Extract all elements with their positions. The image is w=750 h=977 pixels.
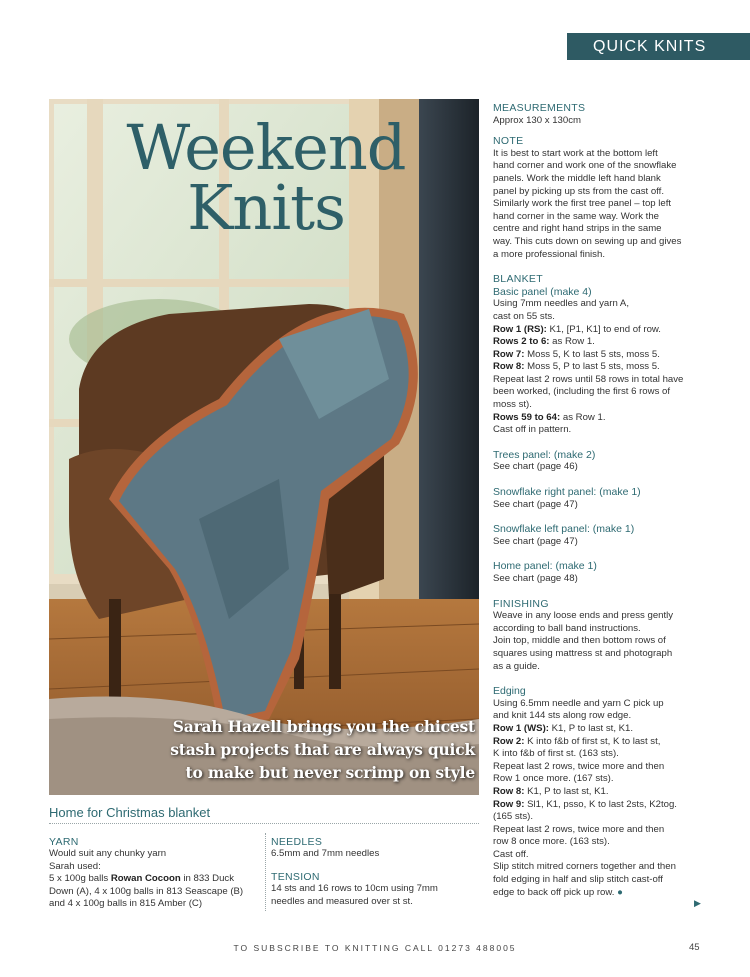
yarn-heading: YARN — [49, 836, 79, 848]
trees-heading: Trees panel: (make 2) — [493, 448, 596, 461]
yarn-brand: Rowan Cocoon — [110, 873, 181, 885]
row-label: Rows 59 to 64: — [493, 411, 561, 423]
trees-text: See chart (page 46) — [493, 461, 578, 473]
blanket-row — [493, 336, 738, 349]
tension-heading: TENSION — [271, 870, 320, 883]
needles-heading: NEEDLES — [271, 836, 323, 848]
edging-line: Repeat last 2 rows, twice more and then — [493, 823, 665, 835]
blanket-row — [493, 324, 738, 337]
note-line: a more professional finish. — [493, 248, 605, 260]
row-text: K1, P to last st, K1. — [548, 722, 634, 734]
blanket-line: Repeat last 2 rows until 58 rows in total have — [493, 373, 684, 385]
yarn-section — [49, 836, 261, 910]
row-text: Moss 5, P to last 5 sts, moss 5. — [524, 361, 660, 373]
snowflake-right-heading: Snowflake right panel: (make 1) — [493, 486, 641, 499]
edging-row — [493, 736, 738, 749]
edging-text: edge to back off pick up row. — [493, 886, 615, 898]
edging-line: row 8 once more. (163 sts). — [493, 836, 610, 848]
feature-photo — [49, 99, 479, 795]
blanket-line: been worked, (including the first 6 rows of — [493, 386, 671, 398]
tagline-line2: stash projects that are always quick — [170, 740, 475, 759]
edging-line: (165 sts). — [493, 811, 533, 823]
section-banner: QUICK KNITS — [567, 33, 750, 60]
row-text: Sl1, K1, psso, K to last 2sts, K2tog. — [524, 798, 677, 810]
yarn-line — [49, 873, 261, 885]
note-line: panels. Work the middle left hand blank — [493, 172, 661, 184]
subscribe-footer: TO SUBSCRIBE TO KNITTING CALL 01273 488005 — [233, 943, 517, 953]
edging-line: and knit 144 sts along row edge. — [493, 710, 632, 722]
feature-title-line1: Weekend — [126, 111, 406, 184]
needles-tension-section — [271, 836, 476, 908]
blanket-line: cast on 55 sts. — [493, 310, 555, 322]
tension-line: needles and measured over st st. — [271, 895, 413, 907]
tension-line: 14 sts and 16 rows to 10cm using 7mm — [271, 883, 438, 895]
note-line: It is best to start work at the bottom left — [493, 147, 658, 159]
finishing-line: as a guide. — [493, 660, 540, 672]
instructions-column — [493, 102, 738, 899]
row-text: as Row 1. — [560, 411, 606, 423]
end-bullet-icon: ● — [617, 886, 623, 898]
finishing-line: squares using mattress st and photograph — [493, 647, 673, 659]
edging-line: Repeat last 2 rows, twice more and then — [493, 760, 665, 772]
home-panel-heading: Home panel: (make 1) — [493, 560, 597, 573]
row-label: Row 8: — [493, 785, 525, 797]
edging-heading: Edging — [493, 685, 526, 698]
row-label: Row 7: — [493, 348, 525, 360]
edging-line: fold edging in half and slip stitch cast-off — [493, 874, 663, 886]
edging-line: Cast off. — [493, 848, 529, 860]
edging-row — [493, 723, 738, 736]
note-line: hand corner and work one of the snowflake — [493, 160, 677, 172]
edging-line: Row 1 once more. (167 sts). — [493, 773, 614, 785]
row-label: Row 8: — [493, 361, 525, 373]
blanket-row — [493, 361, 738, 374]
row-text: K into f&b of first st, K to last st, — [524, 735, 661, 747]
note-line: way. This cuts down on sewing up and gives — [493, 235, 682, 247]
measurements-text: Approx 130 x 130cm — [493, 114, 581, 126]
continue-arrow-icon: ▶ — [694, 898, 701, 908]
yarn-line: Down (A), 4 x 100g balls in 813 Seascape (B) — [49, 885, 244, 897]
finishing-line: according to ball band instructions. — [493, 622, 641, 634]
tagline-line1: Sarah Hazell brings you the chicest — [172, 717, 475, 736]
page-number: 45 — [689, 942, 700, 953]
column-divider — [265, 833, 266, 911]
measurements-heading: MEASUREMENTS — [493, 102, 586, 114]
tagline-line3: to make but never scrimp on style — [185, 763, 475, 782]
yarn-line: and 4 x 100g balls in 815 Amber (C) — [49, 898, 203, 910]
edging-line — [493, 887, 738, 900]
row-text: K1, P to last st, K1. — [524, 785, 609, 797]
edging-line: Using 6.5mm needle and yarn C pick up — [493, 697, 664, 709]
edging-row — [493, 799, 738, 812]
edging-row — [493, 786, 738, 799]
snowflake-right-text: See chart (page 47) — [493, 498, 578, 510]
row-text: as Row 1. — [549, 336, 595, 348]
yarn-line: Sarah used: — [49, 860, 101, 872]
blanket-heading: BLANKET — [493, 273, 543, 286]
blanket-row — [493, 349, 738, 362]
edging-line: K into f&b of first st. (163 sts). — [493, 748, 619, 760]
caption-divider — [49, 823, 479, 824]
blanket-line: moss st). — [493, 399, 532, 411]
edging-line: Slip stitch mitred corners together and then — [493, 861, 676, 873]
row-text: Moss 5, K to last 5 sts, moss 5. — [524, 348, 660, 360]
finishing-heading: FINISHING — [493, 597, 549, 610]
row-label: Row 1 (WS): — [493, 722, 549, 734]
blanket-line: Using 7mm needles and yarn A, — [493, 298, 629, 310]
blanket-line: Cast off in pattern. — [493, 424, 572, 436]
note-line: panel by picking up sts from the cast off. — [493, 185, 665, 197]
needles-text: 6.5mm and 7mm needles — [271, 848, 380, 860]
note-line: centre and right hand strips in the same — [493, 223, 662, 235]
yarn-text: 5 x 100g balls — [49, 873, 111, 885]
row-label: Row 2: — [493, 735, 525, 747]
yarn-line: Would suit any chunky yarn — [49, 848, 167, 860]
note-line: Similarly work the first tree panel – top left — [493, 198, 672, 210]
snowflake-left-heading: Snowflake left panel: (make 1) — [493, 523, 635, 536]
finishing-line: Weave in any loose ends and press gently — [493, 610, 674, 622]
feature-title-line2: Knits — [187, 171, 345, 244]
pattern-caption: Home for Christmas blanket — [49, 805, 211, 820]
row-label: Rows 2 to 6: — [493, 336, 550, 348]
home-panel-text: See chart (page 48) — [493, 573, 578, 584]
note-line: hand corner in the same way. Work the — [493, 210, 660, 222]
blanket-row — [493, 412, 738, 425]
row-label: Row 9: — [493, 798, 525, 810]
snowflake-left-text: See chart (page 47) — [493, 535, 578, 547]
row-text: K1, [P1, K1] to end of row. — [546, 323, 661, 335]
note-heading: NOTE — [493, 135, 524, 148]
yarn-text: in 833 Duck — [180, 873, 235, 885]
basic-panel-heading: Basic panel (make 4) — [493, 285, 592, 298]
row-label: Row 1 (RS): — [493, 323, 547, 335]
finishing-line: Join top, middle and then bottom rows of — [493, 635, 666, 647]
